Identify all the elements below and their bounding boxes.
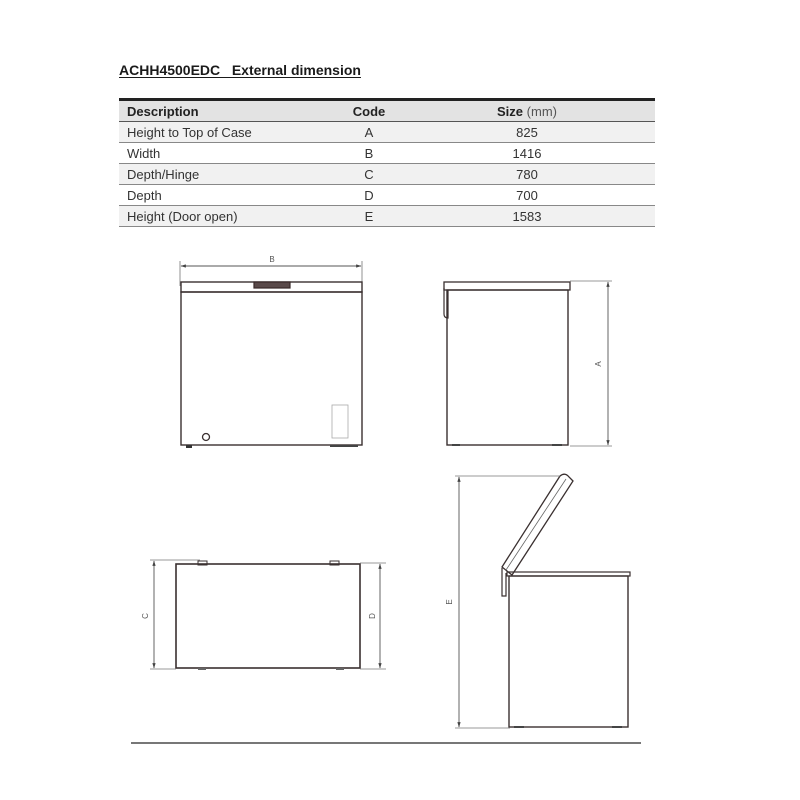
row-size: 1583	[399, 206, 655, 227]
row-size: 1416	[399, 143, 655, 164]
row-size: 780	[399, 164, 655, 185]
header-size-unit: (mm)	[526, 103, 557, 119]
open-hinge	[502, 568, 506, 596]
row-size: 700	[399, 185, 655, 206]
front-body	[181, 292, 362, 445]
label-c: C	[141, 613, 150, 619]
open-body	[509, 576, 628, 727]
row-description: Width	[119, 143, 339, 164]
lid-handle	[254, 282, 290, 288]
open-lid-view	[445, 474, 630, 728]
bottom-divider	[131, 742, 641, 744]
side-body	[447, 290, 568, 445]
front-knob	[203, 434, 210, 441]
document-title: ACHH4500EDC External dimension	[119, 62, 361, 78]
foot	[330, 445, 358, 447]
front-view	[180, 255, 362, 448]
row-description: Height to Top of Case	[119, 122, 339, 143]
label-a: A	[594, 361, 603, 367]
row-description: Depth/Hinge	[119, 164, 339, 185]
top-view	[141, 560, 386, 670]
label-b: B	[269, 255, 275, 264]
header-description: Description	[127, 103, 199, 119]
side-lid	[444, 282, 570, 290]
label-d: D	[368, 613, 377, 619]
foot	[186, 445, 192, 448]
row-code: E	[339, 206, 399, 227]
row-code: A	[339, 122, 399, 143]
side-view	[444, 281, 612, 446]
top-body	[176, 564, 360, 668]
control-panel	[332, 405, 348, 438]
header-code: Code	[352, 103, 386, 119]
row-description: Depth	[119, 185, 339, 206]
header-size-label: Size	[497, 103, 524, 119]
row-size: 825	[399, 122, 655, 143]
row-description: Height (Door open)	[119, 206, 339, 227]
row-code: C	[339, 164, 399, 185]
row-code: B	[339, 143, 399, 164]
row-code: D	[339, 185, 399, 206]
label-e: E	[445, 599, 454, 605]
